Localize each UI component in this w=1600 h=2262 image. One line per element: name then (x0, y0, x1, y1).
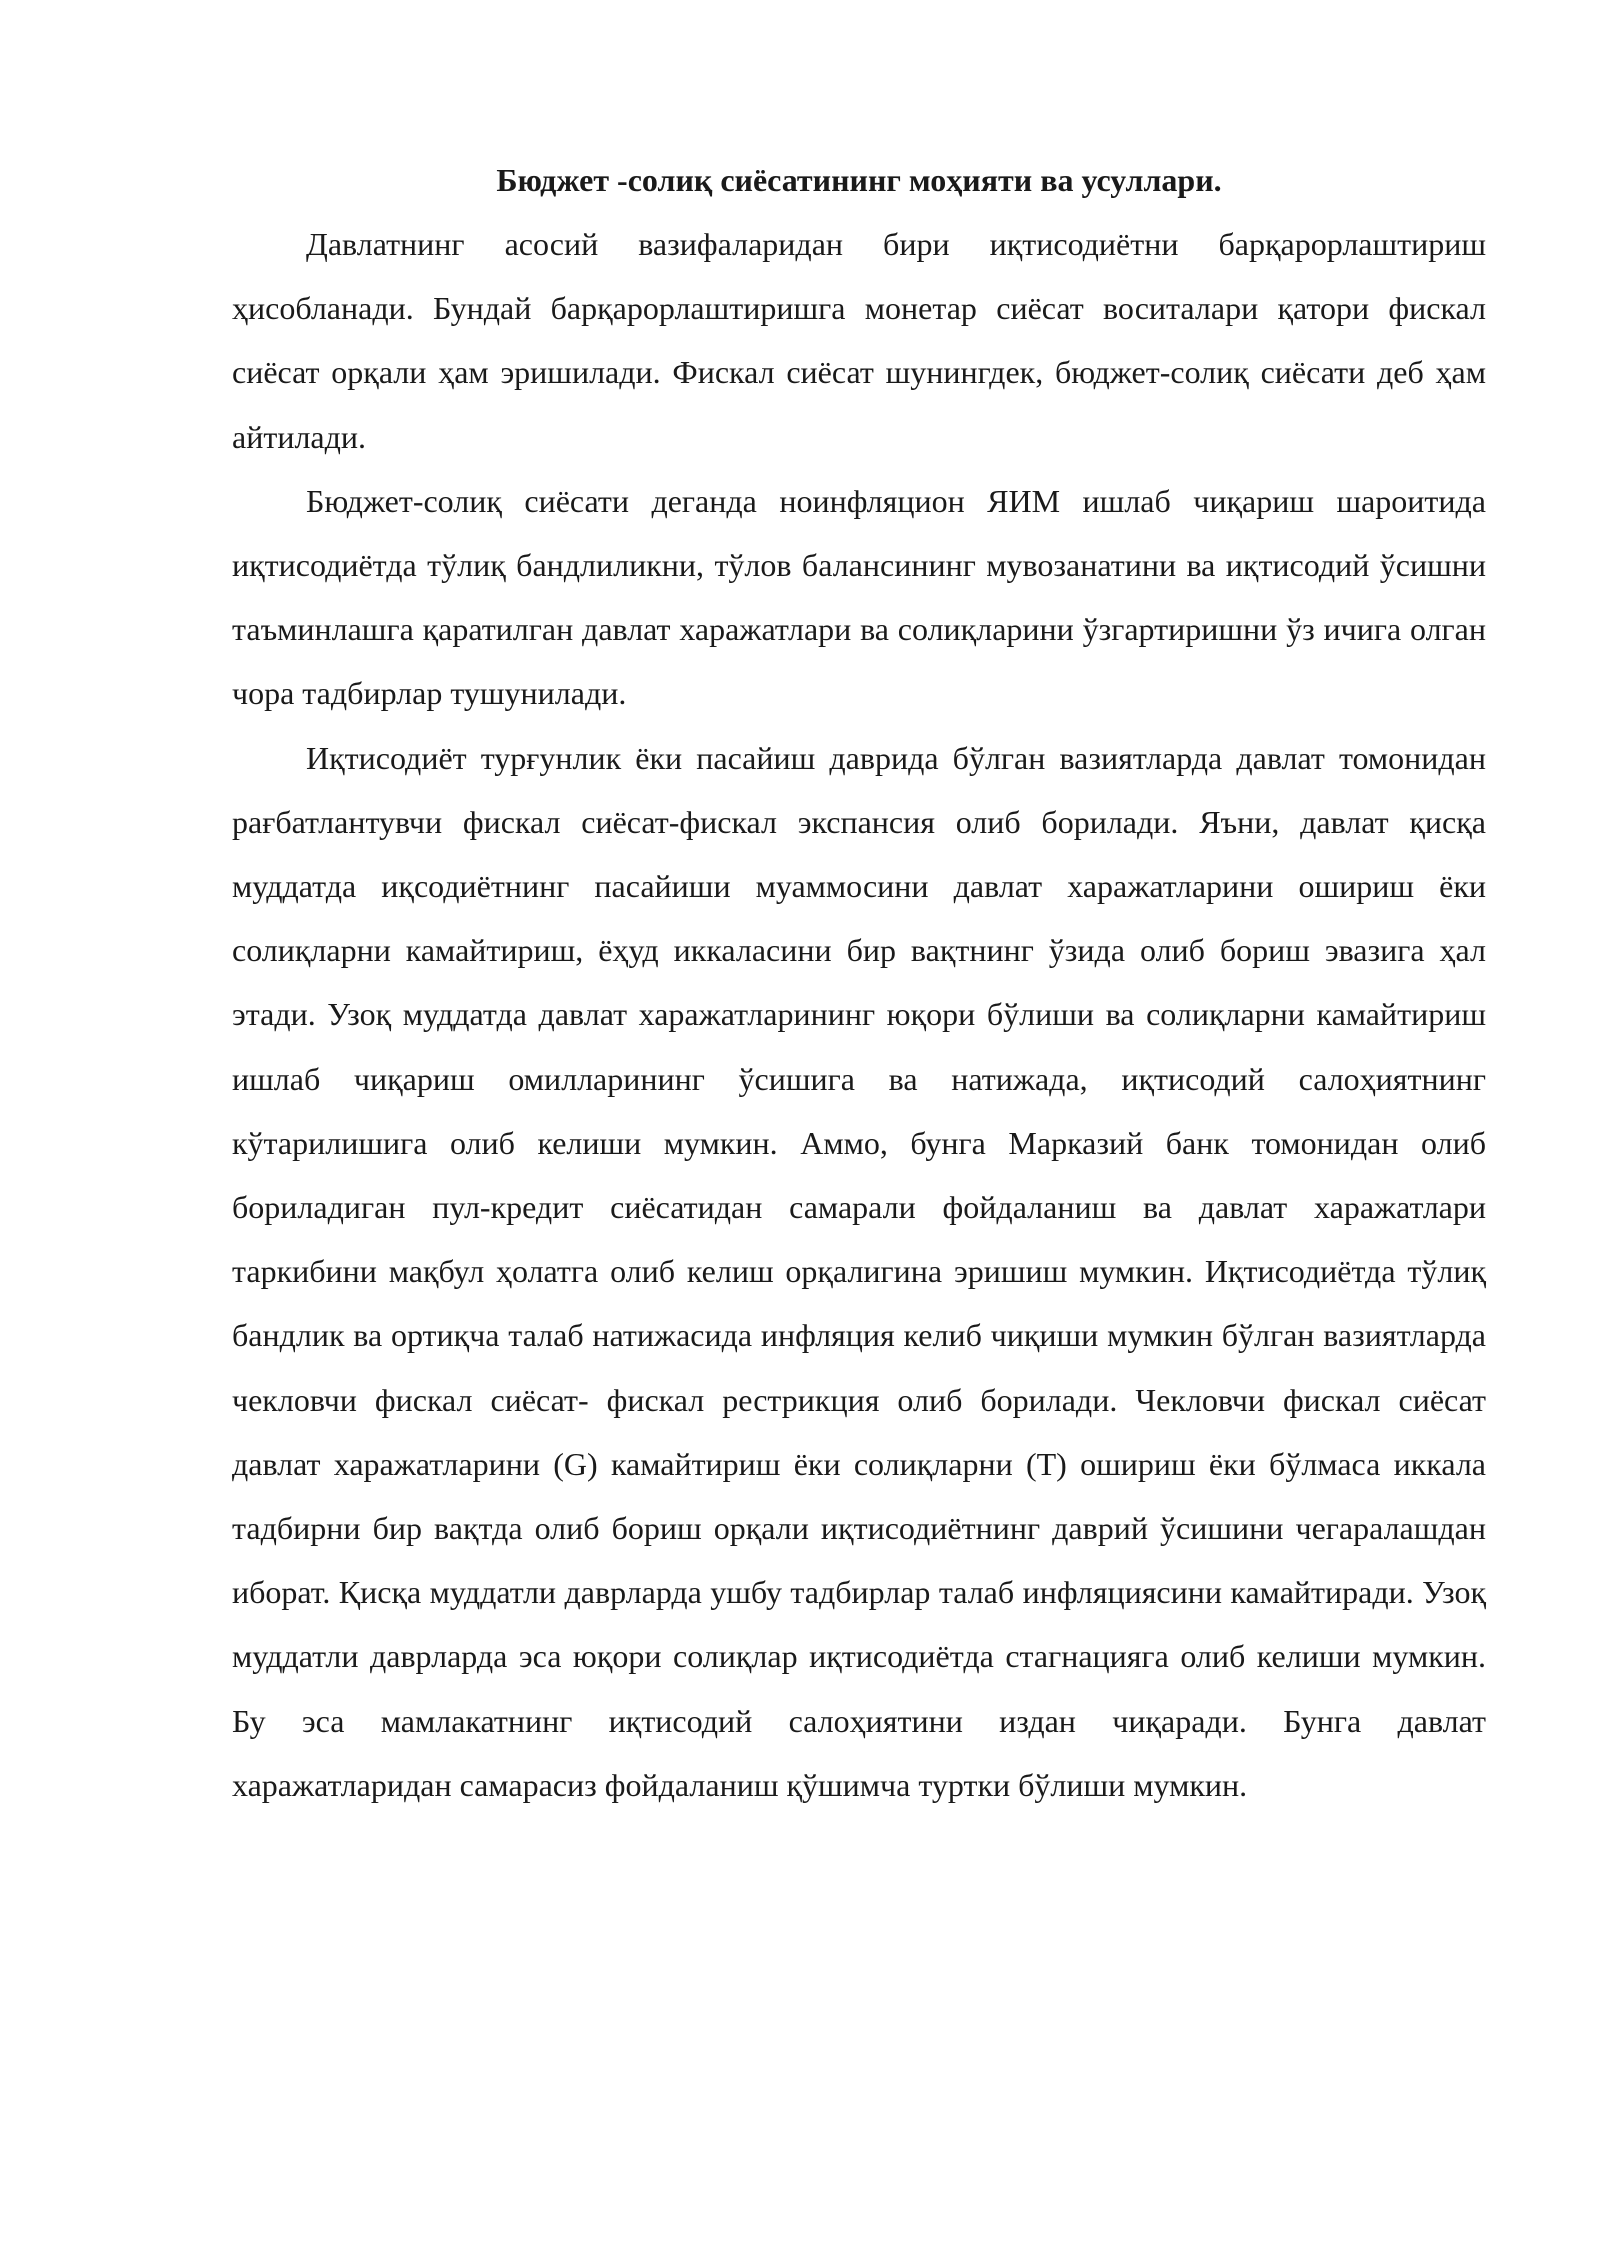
paragraph-3: Иқтисодиёт турғунлик ёки пасайиш даврида бўлган вазиятларда давлат томонидан рағбатлантувчи фискал сиёсат-фискал экспансия олиб борилади. Яъни, давлат қисқа муддатда иқсодиётнинг пасайиши муаммосини давлат харажатларини ошириш ёки солиқларни камайтириш, ёҳуд иккаласини бир вақтнинг ўзида олиб бориш эвазига ҳал этади. Узоқ муддатда давлат харажатларининг юқори бўлиши ва солиқларни камайтириш ишлаб чиқариш омилларининг ўсишига ва натижада, иқтисодий салоҳиятнинг кўтарилишига олиб келиши мумкин. Аммо, бунга Марказий банк томонидан олиб бориладиган пул-кредит сиёсатидан самарали фойдаланиш ва давлат харажатлари таркибини мақбул ҳолатга олиб келиш орқалигина эришиш мумкин. Иқтисодиётда тўлиқ бандлик ва ортиқча талаб натижасида инфляция келиб чиқиши мумкин бўлган вазиятларда чекловчи фискал сиёсат- фискал рестрикция олиб борилади. Чекловчи фискал сиёсат давлат харажатларини (G) камайтириш ёки солиқларни (T) ошириш ёки бўлмаса иккала тадбирни бир вақтда олиб бориш орқали иқтисодиётнинг даврий ўсишини чегаралашдан иборат. Қисқа муддатли даврларда ушбу тадбирлар талаб инфляциясини камайтиради. Узоқ муддатли даврларда эса юқори солиқлар иқтисодиётда стагнацияга олиб келиши мумкин. Бу эса мамлакатнинг иқтисодий салоҳиятини издан чиқаради. Бунга давлат харажатларидан самарасиз фойдаланиш қўшимча туртки бўлиши мумкин. (232, 739, 1486, 1803)
document-title: Бюджет -солиқ сиёсатининг моҳияти ва усуллари. (496, 162, 1222, 198)
paragraph-2: Бюджет-солиқ сиёсати деганда ноинфляцион ЯИМ ишлаб чиқариш шароитида иқтисодиётда тўлиқ бандлиликни, тўлов балансининг мувозанатини ва иқтисодий ўсишни таъминлашга қаратилган давлат харажатлари ва солиқларини ўзгартиришни ўз ичига олган чора тадбирлар тушунилади. (232, 482, 1486, 712)
document-body (232, 148, 1486, 1817)
paragraph-1: Давлатнинг асосий вазифаларидан бири иқтисодиётни барқарорлаштириш ҳисобланади. Бундай барқарорлаштиришга монетар сиёсат воситалари қатори фискал сиёсат орқали ҳам эришилади. Фискал сиёсат шунингдек, бюджет-солиқ сиёсати деб ҳам айтилади. (232, 226, 1486, 455)
